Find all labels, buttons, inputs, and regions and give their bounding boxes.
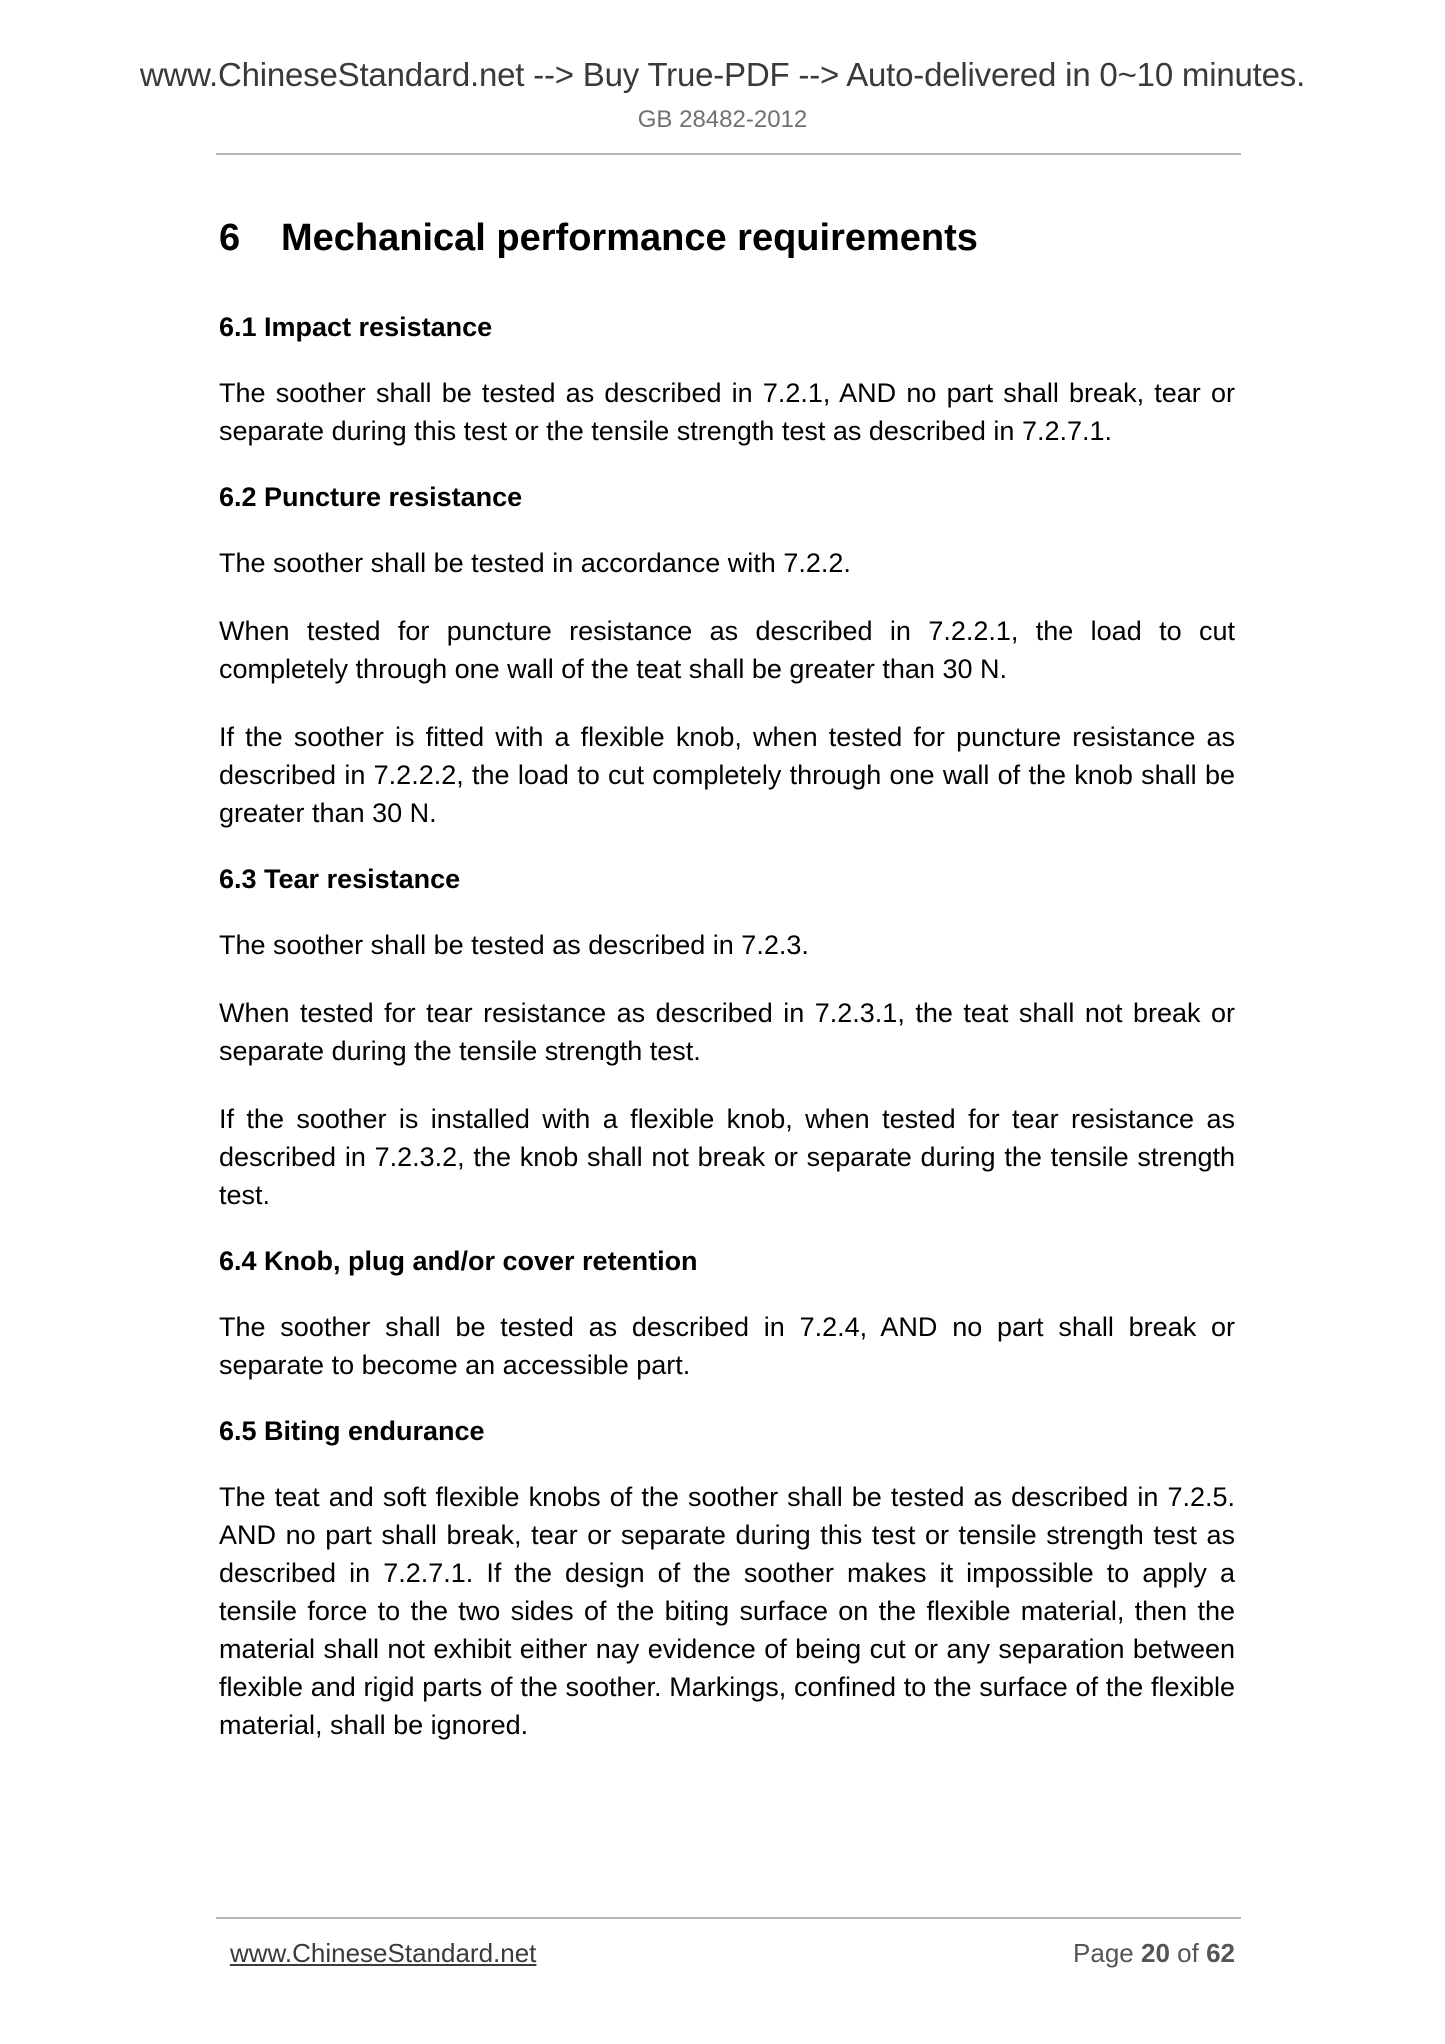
paragraph: When tested for tear resistance as described in 7.2.3.1, the teat shall not break or separate during the tensile strength test. [219, 998, 1235, 1066]
page-content [219, 210, 1235, 1774]
paragraph: The soother shall be tested as described in 7.2.4, AND no part shall break or separate to become an accessible part. [219, 1312, 1235, 1380]
paragraph: If the soother is installed with a flexible knob, when tested for tear resistance as described in 7.2.3.2, the knob shall not break or separate during the tensile strength test. [219, 1104, 1235, 1210]
subsection-heading: 6.2 Puncture resistance [219, 482, 523, 512]
subsection-heading: 6.4 Knob, plug and/or cover retention [219, 1246, 698, 1276]
paragraph: The teat and soft flexible knobs of the soother shall be tested as described in 7.2.5. AND no part shall break, tear or separate during this test or tensile strength test as described in 7.2.7.1. If the design of the soother makes it impossible to apply a tensile force to the two sides of the biting surface on the flexible material, then the material shall not exhibit either nay evidence of being cut or any separation between flexible and rigid parts of the soother. Markings, confined to the surface of the flexible material, shall be ignored. [219, 1482, 1235, 1740]
page-label: Page [1073, 1938, 1134, 1968]
footer-website-link[interactable]: www.ChineseStandard.net [230, 1938, 537, 1968]
section-title [219, 210, 1235, 266]
paragraph: If the soother is fitted with a flexible knob, when tested for puncture resistance as described in 7.2.2.2, the load to cut completely through one wall of the knob shall be greater than 30 N. [219, 722, 1235, 828]
of-label: of [1177, 1938, 1199, 1968]
footer-divider [216, 1917, 1241, 1919]
header-banner: www.ChineseStandard.net --> Buy True-PDF --> Auto-delivered in 0~10 minutes. [139, 56, 1306, 93]
section-title-text: Mechanical performance requirements [281, 217, 978, 259]
section-number: 6 [219, 217, 241, 259]
subsection-heading: 6.1 Impact resistance [219, 312, 493, 342]
paragraph: The soother shall be tested as described in 7.2.3. [219, 930, 809, 960]
page-indicator [1073, 1938, 1235, 1969]
paragraph: The soother shall be tested in accordance with 7.2.2. [219, 548, 851, 578]
header-divider [216, 153, 1241, 155]
standard-number: GB 28482-2012 [637, 106, 808, 133]
page-total: 62 [1206, 1938, 1235, 1968]
subsection-heading: 6.5 Biting endurance [219, 1416, 485, 1446]
subsection-heading: 6.3 Tear resistance [219, 864, 461, 894]
paragraph: The soother shall be tested as described in 7.2.1, AND no part shall break, tear or separate during this test or the tensile strength test as described in 7.2.7.1. [219, 378, 1235, 446]
page-current: 20 [1141, 1938, 1170, 1968]
paragraph: When tested for puncture resistance as described in 7.2.2.1, the load to cut completely through one wall of the teat shall be greater than 30 N. [219, 616, 1235, 684]
